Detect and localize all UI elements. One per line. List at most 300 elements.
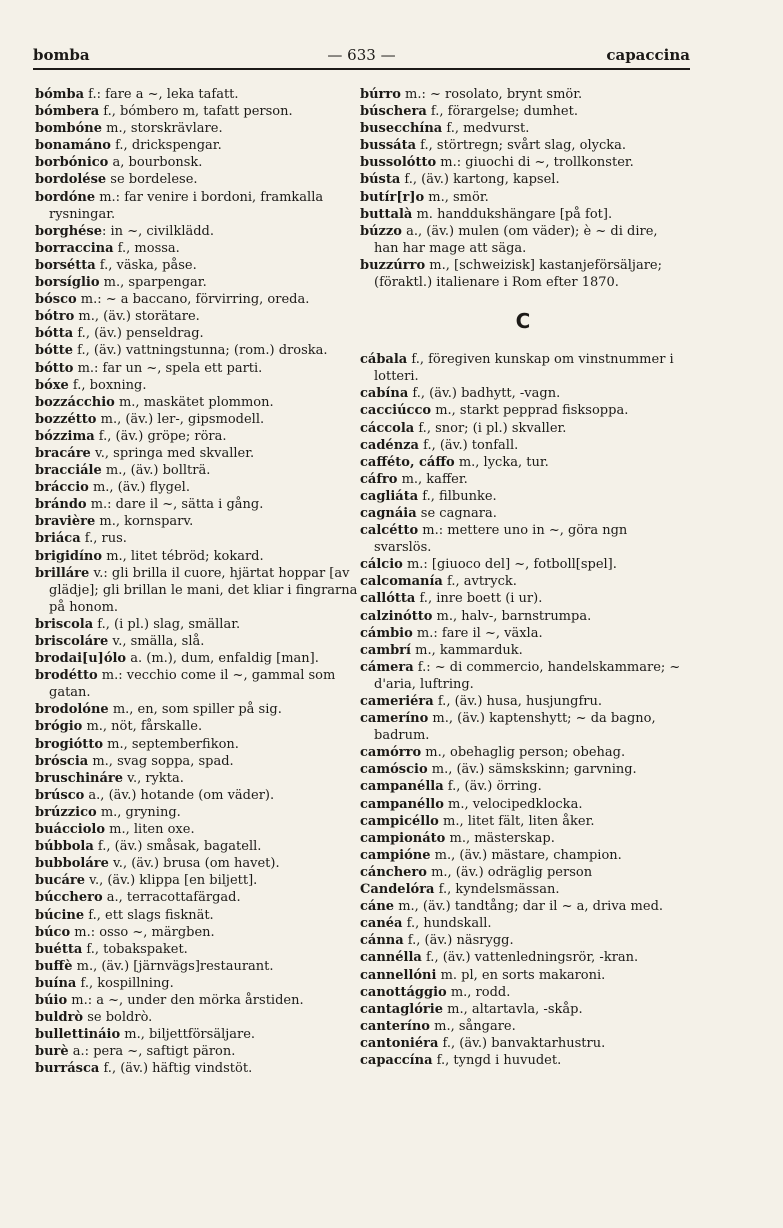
header-last-word: capaccina [606, 46, 690, 64]
left-column [35, 86, 361, 1077]
entry-headword: brúzzico [35, 804, 97, 820]
entry-definition: v.: gli brilla il cuore, hjärtat hoppar [av glädje]; gli brillan le mani, det kliar i fingrarna på honom. [49, 565, 358, 615]
dictionary-entry [360, 573, 686, 590]
entry-definition: m., maskätet plommon. [114, 394, 274, 410]
entry-definition: f., (äv.) vattningstunna; (rom.) droska. [73, 343, 328, 359]
entry-definition: : in ~, civilklädd. [102, 223, 215, 239]
page-header [33, 44, 690, 70]
entry-headword: camórro [360, 745, 422, 761]
dictionary-entry [360, 189, 686, 206]
dictionary-entry [360, 1052, 686, 1069]
dictionary-entry [35, 274, 361, 291]
dictionary-entry [360, 556, 686, 573]
entry-headword: butír[r]o [360, 189, 425, 205]
entry-headword: cánna [360, 933, 404, 949]
entry-headword: bózzima [35, 428, 95, 444]
entry-headword: cálcio [360, 557, 403, 573]
entry-definition: m.: far venire i bordoni, framkalla rysningar. [49, 189, 324, 222]
dictionary-entry [35, 171, 361, 188]
entry-definition: m., sparpengar. [99, 275, 207, 291]
entry-definition: f., mossa. [113, 240, 180, 256]
dictionary-entry [35, 889, 361, 906]
entry-headword: cáccola [360, 420, 415, 436]
entry-headword: cagnáia [360, 505, 417, 521]
dictionary-entry [35, 787, 361, 804]
dictionary-entry [35, 394, 361, 411]
entry-definition: m., biljettförsäljare. [120, 1027, 256, 1043]
entry-definition: f., förargelse; dumhet. [426, 104, 578, 120]
dictionary-entry [360, 693, 686, 710]
entry-definition: f., tobakspaket. [82, 941, 188, 957]
entry-headword: cadénza [360, 437, 419, 453]
dictionary-entry [360, 522, 686, 556]
entry-headword: búzzo [360, 223, 402, 239]
entry-headword: buácciolo [35, 822, 106, 838]
entry-definition: f., snor; (i pl.) skvaller. [414, 420, 567, 436]
dictionary-entry [35, 120, 361, 137]
entry-headword: bravière [35, 514, 96, 530]
entry-headword: calcétto [360, 523, 419, 539]
entry-headword: borraccina [35, 240, 114, 256]
dictionary-entry [35, 137, 361, 154]
dictionary-entry [360, 608, 686, 625]
entry-headword: camóscio [360, 762, 428, 778]
dictionary-entry [35, 189, 361, 223]
dictionary-entry [35, 804, 361, 821]
entry-headword: Candelóra [360, 882, 435, 898]
entry-definition: f., bómbero m, tafatt person. [99, 104, 293, 120]
dictionary-entry [35, 701, 361, 718]
dictionary-entry [360, 103, 686, 120]
dictionary-entry [35, 770, 361, 787]
dictionary-entry [360, 257, 686, 291]
dictionary-entry [35, 855, 361, 872]
entry-definition: m., (äv.) [järnvägs]restaurant. [72, 958, 274, 974]
entry-headword: briáca [35, 531, 81, 547]
entry-headword: borghése [35, 223, 103, 239]
entry-definition: m.: [giuoco del] ~, fotboll[spel]. [402, 557, 617, 573]
entry-headword: búschera [360, 104, 427, 120]
entry-definition: f., (äv.) badhytt, -vagn. [408, 386, 561, 402]
entry-headword: cagliáta [360, 488, 419, 504]
dictionary-entry [360, 1001, 686, 1018]
entry-headword: búcine [35, 907, 85, 923]
entry-definition: m., [schweizisk] kastanjeförsäljare; (föraktl.) italienare i Rom efter 1870. [374, 257, 663, 291]
entry-headword: bótro [35, 309, 75, 325]
dictionary-entry [360, 796, 686, 813]
entry-headword: cánchero [360, 864, 427, 880]
dictionary-entry [360, 402, 686, 419]
dictionary-entry [35, 530, 361, 547]
dictionary-entry [360, 385, 686, 402]
dictionary-entry [360, 120, 686, 137]
entry-headword: brándo [35, 497, 87, 513]
entry-headword: borsíglio [35, 275, 100, 291]
dictionary-entry [35, 907, 361, 924]
entry-definition: f.: ~ di commercio, handelskammare; ~ d'aria, luftring. [374, 659, 681, 692]
entry-headword: campanéllo [360, 796, 444, 812]
entry-definition: f., (äv.) penseldrag. [73, 326, 204, 342]
dictionary-entry [35, 462, 361, 479]
dictionary-entry [35, 975, 361, 992]
entry-definition: m.: fare il ~, växla. [412, 625, 543, 641]
entry-definition: f., (äv.) småsak, bagatell. [93, 839, 262, 855]
entry-headword: bracciále [35, 463, 102, 479]
entry-definition: m., septemberfikon. [103, 736, 239, 752]
dictionary-entry [35, 240, 361, 257]
dictionary-entry [35, 496, 361, 513]
entry-headword: cacciúcco [360, 403, 432, 419]
dictionary-entry [35, 992, 361, 1009]
entry-definition: f.: fare a ~, leka tafatt. [84, 87, 239, 102]
entry-headword: bruschináre [35, 770, 124, 786]
entry-definition: m., kammarduk. [410, 642, 523, 658]
entry-headword: borbónico [35, 155, 109, 171]
entry-definition: f., boxning. [68, 377, 147, 393]
entry-definition: f., (äv.) gröpe; röra. [94, 428, 227, 444]
entry-headword: canteríno [360, 1018, 430, 1034]
entry-headword: buttalà [360, 206, 413, 222]
entry-headword: canottággio [360, 984, 447, 1000]
entry-definition: v., (äv.) klippa [en biljett]. [85, 873, 258, 889]
entry-definition: f., inre boett (i ur). [415, 591, 543, 607]
entry-definition: f., (äv.) kartong, kapsel. [400, 172, 560, 188]
entry-definition: se boldrò. [83, 1010, 153, 1026]
entry-headword: cámera [360, 659, 414, 675]
entry-definition: m. pl, en sorts makaroni. [436, 967, 606, 983]
entry-definition: f., störtregn; svårt slag, olycka. [416, 138, 627, 154]
dictionary-entry [35, 633, 361, 650]
entry-headword: búbbola [35, 839, 94, 855]
entry-headword: cábala [360, 352, 408, 368]
right-column [360, 86, 686, 1069]
entry-headword: burrásca [35, 1061, 100, 1077]
entry-headword: bótto [35, 360, 74, 376]
entry-headword: búcchero [35, 890, 103, 906]
dictionary-entry [35, 924, 361, 941]
entry-headword: campionáto [360, 830, 446, 846]
entry-headword: bozzácchio [35, 394, 115, 410]
dictionary-entry [360, 949, 686, 966]
entry-headword: cannellóni [360, 967, 437, 983]
dictionary-entry [35, 411, 361, 428]
entry-headword: cáne [360, 899, 395, 915]
dictionary-entry [360, 1018, 686, 1035]
entry-definition: se bordelese. [106, 172, 198, 188]
entry-definition: m., mästerskap. [445, 830, 555, 846]
entry-definition: f., avtryck. [442, 574, 517, 590]
dictionary-entry [35, 667, 361, 701]
right-column-b-entries [360, 86, 686, 291]
entry-definition: f., (äv.) näsrygg. [403, 933, 514, 949]
entry-headword: cámbio [360, 625, 413, 641]
dictionary-entry [35, 342, 361, 359]
entry-headword: bústa [360, 172, 401, 188]
dictionary-entry [360, 813, 686, 830]
dictionary-entry [360, 505, 686, 522]
entry-headword: briscola [35, 616, 94, 632]
dictionary-entry [360, 932, 686, 949]
entry-definition: a, bourbonsk. [108, 155, 203, 171]
entry-headword: cambrí [360, 642, 411, 658]
entry-headword: bómba [35, 87, 85, 102]
entry-definition: m. handdukshängare [på fot]. [412, 206, 613, 222]
entry-definition: m.: a ~, under den mörka årstiden. [67, 992, 304, 1008]
entry-definition: m., obehaglig person; obehag. [421, 745, 626, 761]
dictionary-entry [35, 838, 361, 855]
dictionary-entry [35, 291, 361, 308]
entry-definition: f., föregiven kunskap om vinstnummer i lotteri. [374, 352, 674, 385]
dictionary-entry [360, 847, 686, 864]
entry-definition: m., (äv.) tandtång; dar il ~ a, driva med. [394, 899, 664, 915]
entry-headword: brodétto [35, 668, 98, 684]
entry-headword: bozzétto [35, 411, 97, 427]
dictionary-entry [35, 428, 361, 445]
entry-definition: se cagnara. [416, 505, 497, 521]
dictionary-entry [360, 898, 686, 915]
dictionary-entry [35, 513, 361, 530]
dictionary-entry [35, 958, 361, 975]
dictionary-entry [360, 659, 686, 693]
entry-definition: f., kospillning. [76, 975, 174, 991]
entry-definition: v., springa med skvaller. [90, 445, 255, 461]
entry-definition: v., (äv.) brusa (om havet). [108, 856, 280, 872]
entry-headword: búrro [360, 87, 401, 102]
entry-headword: campanélla [360, 779, 444, 795]
dictionary-entry [360, 86, 686, 103]
dictionary-entry [360, 223, 686, 257]
entry-definition: m., lycka, tur. [454, 454, 549, 470]
entry-definition: m., nöt, fårskalle. [82, 719, 203, 735]
dictionary-entry [35, 360, 361, 377]
entry-definition: m., gryning. [96, 804, 181, 820]
entry-headword: brúsco [35, 787, 85, 803]
entry-definition: m., storskrävlare. [102, 121, 223, 137]
dictionary-entry [360, 154, 686, 171]
entry-definition: m., (äv.) odräglig person [426, 864, 593, 880]
dictionary-entry [35, 86, 361, 103]
entry-headword: bótta [35, 326, 74, 342]
dictionary-entry [360, 590, 686, 607]
dictionary-entry [35, 325, 361, 342]
entry-headword: calzinótto [360, 608, 433, 624]
entry-headword: borsétta [35, 257, 96, 273]
entry-headword: bonamáno [35, 138, 111, 154]
entry-definition: f., ett slags fisknät. [84, 907, 214, 923]
entry-definition: m., en, som spiller på sig. [108, 702, 282, 718]
entry-definition: f., medvurst. [442, 121, 530, 137]
entry-headword: bombóne [35, 121, 102, 137]
entry-headword: brógio [35, 719, 83, 735]
entry-headword: bucáre [35, 873, 86, 889]
entry-definition: m., svag soppa, spad. [88, 753, 234, 769]
dictionary-entry [360, 437, 686, 454]
entry-headword: cantoniéra [360, 1035, 439, 1051]
entry-headword: bullettináio [35, 1027, 121, 1043]
dictionary-entry [35, 718, 361, 735]
dictionary-entry [360, 471, 686, 488]
entry-definition: m., (äv.) mästare, champion. [430, 847, 622, 863]
entry-headword: burè [35, 1044, 69, 1060]
entry-definition: m.: far un ~, spela ett parti. [73, 360, 263, 376]
entry-definition: f., (äv.) vattenledningsrör, -kran. [421, 950, 639, 966]
dictionary-entry [35, 616, 361, 633]
entry-headword: bordóne [35, 189, 96, 205]
entry-definition: m., litet fält, liten åker. [438, 813, 595, 829]
dictionary-entry [360, 351, 686, 385]
dictionary-entry [35, 479, 361, 496]
entry-definition: m.: vecchio come il ~, gammal som gatan. [49, 668, 336, 701]
dictionary-entry [35, 650, 361, 667]
entry-definition: m., halv-, barnstrumpa. [432, 608, 592, 624]
entry-definition: m., smör. [424, 189, 489, 205]
entry-headword: buldrò [35, 1010, 84, 1026]
dictionary-entry [35, 377, 361, 394]
entry-definition: m.: ~ rosolato, brynt smör. [400, 87, 583, 102]
dictionary-entry [35, 445, 361, 462]
entry-definition: f., (äv.) husa, husjungfru. [433, 694, 603, 709]
dictionary-entry [360, 642, 686, 659]
entry-headword: canéa [360, 916, 403, 932]
entry-definition: f., (äv.) tonfall. [418, 437, 519, 453]
entry-headword: campióne [360, 847, 431, 863]
entry-definition: f., tyngd i huvudet. [432, 1052, 562, 1068]
dictionary-entry [35, 1009, 361, 1026]
entry-definition: m., rodd. [446, 984, 511, 1000]
header-first-word: bomba [33, 46, 90, 64]
entry-definition: m., (äv.) bollträ. [101, 463, 211, 479]
dictionary-entry [360, 420, 686, 437]
entry-definition: m., (äv.) ler-, gipsmodell. [96, 411, 265, 427]
entry-definition: m.: giuochi di ~, trollkonster. [436, 155, 634, 171]
dictionary-entry [360, 915, 686, 932]
entry-definition: f., rus. [80, 531, 127, 547]
entry-definition: m.: ~ a baccano, förvirring, oreda. [76, 292, 310, 308]
entry-definition: f., (i pl.) slag, smällar. [93, 616, 241, 632]
dictionary-entry [35, 548, 361, 565]
entry-headword: bósco [35, 292, 77, 308]
entry-headword: búco [35, 924, 71, 940]
entry-definition: m.: mettere uno in ~, göra ngn svarslös. [374, 523, 628, 556]
entry-headword: cáfro [360, 471, 398, 487]
entry-headword: búio [35, 992, 68, 1008]
entry-headword: bussolótto [360, 155, 437, 171]
dictionary-entry [35, 941, 361, 958]
entry-headword: busecchína [360, 121, 443, 137]
entry-headword: bubboláre [35, 856, 109, 872]
entry-headword: cameriéra [360, 694, 434, 709]
dictionary-entry [360, 761, 686, 778]
entry-headword: campicéllo [360, 813, 439, 829]
entry-headword: cafféto, cáffo [360, 454, 455, 470]
dictionary-entry [360, 830, 686, 847]
entry-headword: bróscia [35, 753, 89, 769]
entry-definition: m., altartavla, -skåp. [442, 1001, 583, 1017]
dictionary-entry [360, 744, 686, 761]
entry-definition: f., (äv.) banvaktarhustru. [438, 1035, 606, 1051]
entry-headword: cantaglórie [360, 1001, 443, 1017]
dictionary-entry [35, 257, 361, 274]
entry-definition: m.: osso ~, märgben. [70, 924, 215, 940]
entry-headword: brodolóne [35, 702, 109, 718]
entry-headword: buzzúrro [360, 257, 426, 273]
entry-definition: f., drickspengar. [110, 138, 222, 154]
entry-definition: m., starkt pepprad fisksoppa. [431, 403, 629, 419]
entry-definition: m., liten oxe. [105, 822, 195, 838]
entry-definition: m., sångare. [429, 1018, 516, 1034]
dictionary-entry [35, 1026, 361, 1043]
dictionary-entry [35, 103, 361, 120]
entry-headword: brodai[u]ólo [35, 651, 127, 667]
entry-headword: brigidíno [35, 548, 103, 564]
entry-definition: f., (äv.) häftig vindstöt. [99, 1061, 253, 1077]
entry-headword: calcomanía [360, 574, 443, 590]
entry-definition: m., (äv.) flygel. [88, 480, 190, 496]
section-letter: C [515, 309, 531, 334]
dictionary-entry [360, 488, 686, 505]
entry-definition: m., kornsparv. [95, 514, 194, 530]
dictionary-entry [35, 154, 361, 171]
dictionary-entry [35, 821, 361, 838]
dictionary-entry [360, 864, 686, 881]
entry-headword: bordolése [35, 172, 107, 188]
entry-definition: v., smälla, slå. [108, 634, 205, 649]
entry-headword: buétta [35, 941, 83, 957]
entry-definition: a., terracottafärgad. [102, 890, 241, 906]
dictionary-entry [35, 1060, 361, 1077]
entry-definition: m., litet tébröd; kokard. [102, 548, 264, 564]
dictionary-entry [360, 625, 686, 642]
dictionary-entry [35, 753, 361, 770]
entry-headword: capaccína [360, 1052, 433, 1068]
entry-definition: f., väska, påse. [95, 257, 197, 273]
dictionary-entry [35, 872, 361, 889]
dictionary-entry [360, 710, 686, 744]
entry-headword: buína [35, 975, 77, 991]
entry-definition: a., (äv.) mulen (om väder); è ~ di dire, han har mage att säga. [374, 223, 658, 256]
entry-definition: a.: pera ~, saftigt päron. [68, 1044, 236, 1060]
entry-definition: a. (m.), dum, enfaldig [man]. [126, 651, 319, 667]
entry-definition: f., kyndelsmässan. [434, 882, 560, 898]
entry-headword: bráccio [35, 480, 89, 496]
entry-headword: bracáre [35, 445, 91, 461]
dictionary-entry [360, 206, 686, 223]
entry-headword: cameríno [360, 711, 429, 727]
entry-definition: m., (äv.) kaptenshytt; ~ da bagno, badrum. [374, 711, 656, 744]
entry-headword: briscoláre [35, 634, 109, 649]
entry-definition: f., hundskall. [402, 916, 492, 932]
dictionary-entry [360, 778, 686, 795]
entry-definition: f., (äv.) örring. [443, 779, 542, 795]
entry-headword: brogiótto [35, 736, 103, 752]
page-number: — 633 — [327, 46, 396, 64]
entry-headword: bussáta [360, 138, 417, 154]
dictionary-entry [35, 223, 361, 240]
dictionary-entry [360, 171, 686, 188]
dictionary-entry [35, 736, 361, 753]
entry-definition: m.: dare il ~, sätta i gång. [86, 497, 264, 513]
entry-headword: cabína [360, 386, 409, 402]
entry-headword: buffè [35, 958, 73, 974]
entry-definition: m., (äv.) sämskskinn; garvning. [427, 762, 637, 778]
entry-definition: v., rykta. [123, 770, 184, 786]
dictionary-entry [360, 454, 686, 471]
right-column-c-entries [360, 351, 686, 1069]
dictionary-entry [35, 308, 361, 325]
entry-headword: bótte [35, 343, 74, 359]
entry-definition: f., filbunke. [418, 488, 497, 504]
dictionary-entry [360, 881, 686, 898]
